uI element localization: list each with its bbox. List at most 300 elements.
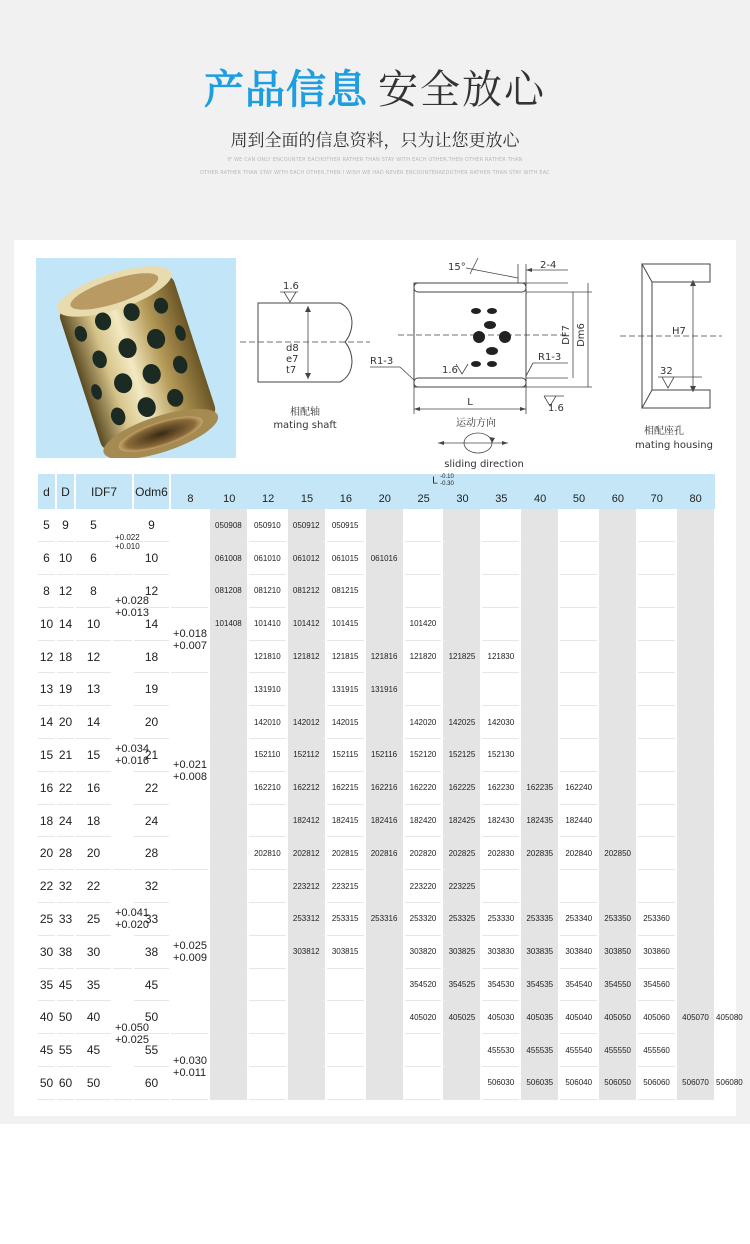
header-d: d [37,474,56,509]
part-code-cell [442,673,481,706]
cell-D: 32 [56,870,75,903]
part-code-cell [209,739,248,772]
table-row [37,804,715,837]
part-code-cell: 182420 [404,804,443,837]
part-code-cell: 202816 [365,837,404,870]
cell-odm: 19 [133,673,170,706]
mating-housing-drawing [612,258,722,458]
part-code-cell: 506040 [559,1067,598,1100]
part-code-cell [481,509,520,542]
part-code-cell [676,509,715,542]
part-code-cell: 121812 [287,640,326,673]
part-code-cell [404,542,443,575]
part-code-cell: 162210 [248,771,287,804]
length-header-70: 70 [650,492,663,505]
cell-idf: 6 [75,542,112,575]
tol-bottom: +0.008 [173,771,207,784]
part-code-cell: 162225 [442,771,481,804]
cell-D: 19 [56,673,75,706]
cell-odm: 33 [133,903,170,936]
cell-d: 45 [37,1034,56,1067]
part-code-cell [209,673,248,706]
page-subtitle: 周到全面的信息资料，只为让您更放心 [230,131,520,151]
part-code-cell: 253360 [637,903,676,936]
part-code-cell: 253325 [442,903,481,936]
part-code-cell: 405050 [598,1001,637,1034]
cell-idf: 30 [75,935,112,968]
part-code-cell: 303815 [326,935,365,968]
part-code-cell [365,509,404,542]
part-code-cell: 121830 [481,640,520,673]
part-code-cell [598,509,637,542]
part-code-cell: 061015 [326,542,365,575]
header-lengths [170,474,715,509]
cell-D: 10 [56,542,75,575]
part-code-cell: 121810 [248,640,287,673]
cell-d: 8 [37,575,56,608]
part-code-cell: 061008 [209,542,248,575]
table-row [37,771,715,804]
shaft-dim-t7: t7 [286,365,297,376]
part-code-cell: 061010 [248,542,287,575]
part-code-cell [676,968,715,1001]
length-header-15: 15 [300,492,314,505]
part-code-cell: 405060 [637,1001,676,1034]
part-code-cell [365,870,404,903]
tol-bottom: +0.013 [115,607,149,620]
part-code-cell [442,575,481,608]
table-row [37,509,715,542]
part-code-cell: 253315 [326,903,365,936]
part-code-cell: 121815 [326,640,365,673]
length-header-10: 10 [223,492,236,505]
part-code-cell [442,607,481,640]
part-code-cell: 405025 [442,1001,481,1034]
tol-top: +0.050 [115,1021,149,1034]
tol-bottom: +0.016 [115,754,149,767]
part-code-cell [637,542,676,575]
tol-bottom: +0.011 [173,1066,207,1079]
bushing-section-drawing [368,256,608,474]
title-light: 安全放心 [378,67,546,113]
part-code-cell [559,607,598,640]
part-code-cell: 081212 [287,575,326,608]
cell-odm: 10 [133,542,170,575]
cell-idf: 25 [75,903,112,936]
part-code-cell [637,837,676,870]
cell-D: 45 [56,968,75,1001]
cell-idf: 8 [75,575,112,608]
header-L-lower: -0.30 [440,481,454,487]
part-code-cell [365,935,404,968]
title-bold: 产品信息 [204,67,368,113]
part-code-cell [404,1067,443,1100]
part-code-cell [326,968,365,1001]
cell-odm: 9 [133,509,170,542]
part-code-cell: 182425 [442,804,481,837]
part-code-cell: 162215 [326,771,365,804]
part-code-cell: 142015 [326,706,365,739]
part-code-cell: 202820 [404,837,443,870]
part-code-cell: 303812 [287,935,326,968]
part-code-cell: 405035 [520,1001,559,1034]
part-code-cell [442,509,481,542]
cell-d: 10 [37,607,56,640]
part-code-cell: 303830 [481,935,520,968]
cell-idf: 35 [75,968,112,1001]
part-code-cell: 121820 [404,640,443,673]
length-header-20: 20 [378,492,391,505]
part-code-cell: 202830 [481,837,520,870]
part-code-cell [598,607,637,640]
part-code-cell: 162240 [559,771,598,804]
part-code-cell [404,673,443,706]
part-code-cell: 182415 [326,804,365,837]
cell-d: 20 [37,837,56,870]
header-L-tolerance [440,474,454,488]
part-code-cell [481,870,520,903]
cell-odm: 21 [133,739,170,772]
cell-idf: 45 [75,1034,112,1067]
table-row [37,1067,715,1100]
part-code-cell: 202850 [598,837,637,870]
cell-d: 5 [37,509,56,542]
mating-shaft-drawing [240,270,370,440]
part-code-cell: 354530 [481,968,520,1001]
part-code-cell [365,575,404,608]
dm6-label: Dm6 [576,323,587,347]
bushing-image [36,258,236,458]
table-row [37,968,715,1001]
angle-label: 15° [448,262,466,273]
part-code-cell [209,1001,248,1034]
part-code-cell: 303825 [442,935,481,968]
length-header-16: 16 [339,492,352,505]
radius-right-label: R1-3 [538,352,562,363]
cell-idf: 12 [75,640,112,673]
part-code-cell: 303820 [404,935,443,968]
part-code-cell [637,706,676,739]
part-code-cell: 354520 [404,968,443,1001]
part-code-cell: 354535 [520,968,559,1001]
cell-d: 35 [37,968,56,1001]
part-code-cell: 303860 [637,935,676,968]
part-code-cell: 081210 [248,575,287,608]
part-code-cell: 455540 [559,1034,598,1067]
part-code-cell [248,935,287,968]
part-code-cell: 202812 [287,837,326,870]
part-code-cell [209,804,248,837]
spec-table [36,474,715,1100]
part-code-cell: 223220 [404,870,443,903]
cell-d: 14 [37,706,56,739]
part-code-cell: 202825 [442,837,481,870]
cell-D: 21 [56,739,75,772]
part-code-cell [598,706,637,739]
part-code-cell [676,739,715,772]
part-code-cell: 152110 [248,739,287,772]
part-code-cell [365,1034,404,1067]
part-code-cell [520,575,559,608]
part-code-cell: 405070 [676,1001,715,1034]
part-code-cell [209,870,248,903]
part-code-cell [637,870,676,903]
part-code-cell [520,870,559,903]
cell-idf: 18 [75,804,112,837]
odm6-tolerance [170,870,209,1034]
part-code-cell [365,706,404,739]
length-header-30: 30 [456,492,469,505]
part-code-cell [520,509,559,542]
idf7-tolerance [112,575,149,641]
tol-top: +0.025 [173,939,207,952]
cell-D: 55 [56,1034,75,1067]
part-code-cell [248,903,287,936]
part-code-cell: 121825 [442,640,481,673]
housing-roughness: 32 [660,366,673,377]
part-code-cell: 303840 [559,935,598,968]
housing-label-cn: 相配座孔 [644,426,684,437]
part-code-cell: 303835 [520,935,559,968]
part-code-cell [365,1067,404,1100]
part-code-cell: 182435 [520,804,559,837]
part-code-cell: 182440 [559,804,598,837]
cell-idf: 15 [75,739,112,772]
part-code-cell [365,1001,404,1034]
part-code-cell: 081208 [209,575,248,608]
part-code-cell [404,575,443,608]
length-header-35: 35 [495,492,508,505]
part-code-cell [209,935,248,968]
part-code-cell: 253316 [365,903,404,936]
table-header-row [37,474,715,509]
part-code-cell [209,1067,248,1100]
part-code-cell [598,739,637,772]
part-code-cell [209,706,248,739]
table-row [37,640,715,673]
part-code-cell [520,640,559,673]
cell-idf: 5 [75,509,112,542]
part-code-cell: 101412 [287,607,326,640]
part-code-cell: 101408 [209,607,248,640]
part-code-cell: 253340 [559,903,598,936]
part-code-cell [209,968,248,1001]
part-code-cell: 253335 [520,903,559,936]
part-code-cell: 354540 [559,968,598,1001]
cell-odm: 14 [133,607,170,640]
part-code-cell: 182430 [481,804,520,837]
part-code-cell [637,739,676,772]
part-code-cell: 162230 [481,771,520,804]
part-code-cell [287,1067,326,1100]
part-code-cell [326,1034,365,1067]
part-code-cell: 253320 [404,903,443,936]
part-code-cell [248,870,287,903]
df7-label: DF7 [561,325,572,345]
part-code-cell: 050910 [248,509,287,542]
product-photo [36,258,236,458]
cell-odm: 38 [133,935,170,968]
part-code-cell: 223212 [287,870,326,903]
part-code-cell [559,542,598,575]
part-code-cell [637,673,676,706]
inner-roughness: 1.6 [442,365,458,376]
part-code-cell [637,804,676,837]
part-code-cell: 152115 [326,739,365,772]
part-code-cell: 354560 [637,968,676,1001]
part-code-cell [676,903,715,936]
part-code-cell [676,1034,715,1067]
part-code-cell [481,673,520,706]
part-code-cell [676,935,715,968]
idf7-tolerance [112,509,140,575]
part-code-cell: 182412 [287,804,326,837]
part-code-cell [559,739,598,772]
radius-left-label: R1-3 [370,356,394,367]
part-code-cell [481,607,520,640]
part-code-cell [637,771,676,804]
part-code-cell: 152116 [365,739,404,772]
cell-D: 33 [56,903,75,936]
part-code-cell [520,607,559,640]
part-code-cell [559,870,598,903]
part-code-cell [598,870,637,903]
part-code-cell [365,968,404,1001]
shaft-dim-d8: d8 [286,343,299,354]
part-code-cell [637,640,676,673]
cell-D: 60 [56,1067,75,1100]
cell-D: 9 [56,509,75,542]
part-code-cell: 303850 [598,935,637,968]
part-code-cell [559,575,598,608]
part-code-cell [637,509,676,542]
part-code-cell [637,607,676,640]
tol-top: +0.028 [115,595,149,608]
length-header-80: 80 [689,492,702,505]
header-length-list [171,488,715,509]
part-code-cell [559,673,598,706]
part-code-cell [442,1067,481,1100]
part-code-cell [481,575,520,608]
part-code-cell: 050908 [209,509,248,542]
part-code-cell: 131915 [326,673,365,706]
cell-d: 40 [37,1001,56,1034]
header-L [171,474,715,488]
part-code-cell: 152120 [404,739,443,772]
odm6-tolerance [170,607,209,673]
part-code-cell [481,542,520,575]
part-code-cell [209,771,248,804]
cell-D: 38 [56,935,75,968]
part-code-cell [598,673,637,706]
part-code-cell: 253312 [287,903,326,936]
part-code-cell [520,542,559,575]
tol-bottom: +0.009 [173,951,207,964]
part-code-cell [209,903,248,936]
cell-d: 22 [37,870,56,903]
part-code-cell: 223225 [442,870,481,903]
cell-d: 13 [37,673,56,706]
part-code-cell: 506050 [598,1067,637,1100]
part-code-cell: 253330 [481,903,520,936]
part-code-cell [676,542,715,575]
part-code-cell [326,1067,365,1100]
shaft-dim-e7: e7 [286,354,299,365]
header-L-symbol: L [432,475,438,487]
header-D: D [56,474,75,509]
tol-bottom: +0.007 [173,640,207,653]
odm6-tolerance [170,673,209,870]
table-row [37,575,715,608]
part-code-cell [559,706,598,739]
idf7-tolerance [112,968,149,1099]
cell-idf: 16 [75,771,112,804]
part-code-cell: 455530 [481,1034,520,1067]
part-code-cell [520,673,559,706]
shaft-label-en: mating shaft [273,420,337,431]
shaft-roughness: 1.6 [283,281,299,292]
part-code-cell: 142010 [248,706,287,739]
part-code-cell: 131916 [365,673,404,706]
part-code-cell [676,804,715,837]
part-code-cell [676,607,715,640]
part-code-cell: 050912 [287,509,326,542]
part-code-cell [442,542,481,575]
cell-idf: 40 [75,1001,112,1034]
part-code-cell: 152125 [442,739,481,772]
fine-text-1: IF WE CAN ONLY ENCOUNTER EACHOTHER RATHER THAN STAY WITH EACH OTHER,THEN OTHER RATHER THAN [227,157,523,163]
part-code-cell [520,706,559,739]
part-code-cell [209,1034,248,1067]
cell-odm: 18 [133,640,170,673]
part-code-cell [209,837,248,870]
cell-odm: 32 [133,870,170,903]
part-code-cell: 455550 [598,1034,637,1067]
part-code-cell: 455535 [520,1034,559,1067]
cell-d: 12 [37,640,56,673]
cell-D: 20 [56,706,75,739]
part-code-cell [248,804,287,837]
part-code-cell [248,1067,287,1100]
shaft-label-cn: 相配轴 [290,407,320,418]
part-code-cell [326,1001,365,1034]
part-code-cell [676,575,715,608]
part-code-cell [676,771,715,804]
part-code-cell [676,640,715,673]
part-code-cell [209,640,248,673]
part-code-cell [676,706,715,739]
part-code-cell: 152130 [481,739,520,772]
part-code-cell: 131910 [248,673,287,706]
cell-D: 50 [56,1001,75,1034]
part-code-cell: 162216 [365,771,404,804]
part-code-cell: 121816 [365,640,404,673]
part-code-cell: 354525 [442,968,481,1001]
cell-odm: 55 [133,1034,170,1067]
cell-D: 24 [56,804,75,837]
cell-idf: 50 [75,1067,112,1100]
odm6-tolerance [170,1034,209,1100]
motion-label-cn: 运动方向 [456,418,496,429]
part-code-cell [248,968,287,1001]
table-row [37,935,715,968]
part-code-cell: 202815 [326,837,365,870]
part-code-cell: 162212 [287,771,326,804]
tol-bottom: +0.010 [115,541,140,551]
cell-idf: 14 [75,706,112,739]
header-idf7: IDF7 [75,474,133,509]
part-code-cell [676,837,715,870]
